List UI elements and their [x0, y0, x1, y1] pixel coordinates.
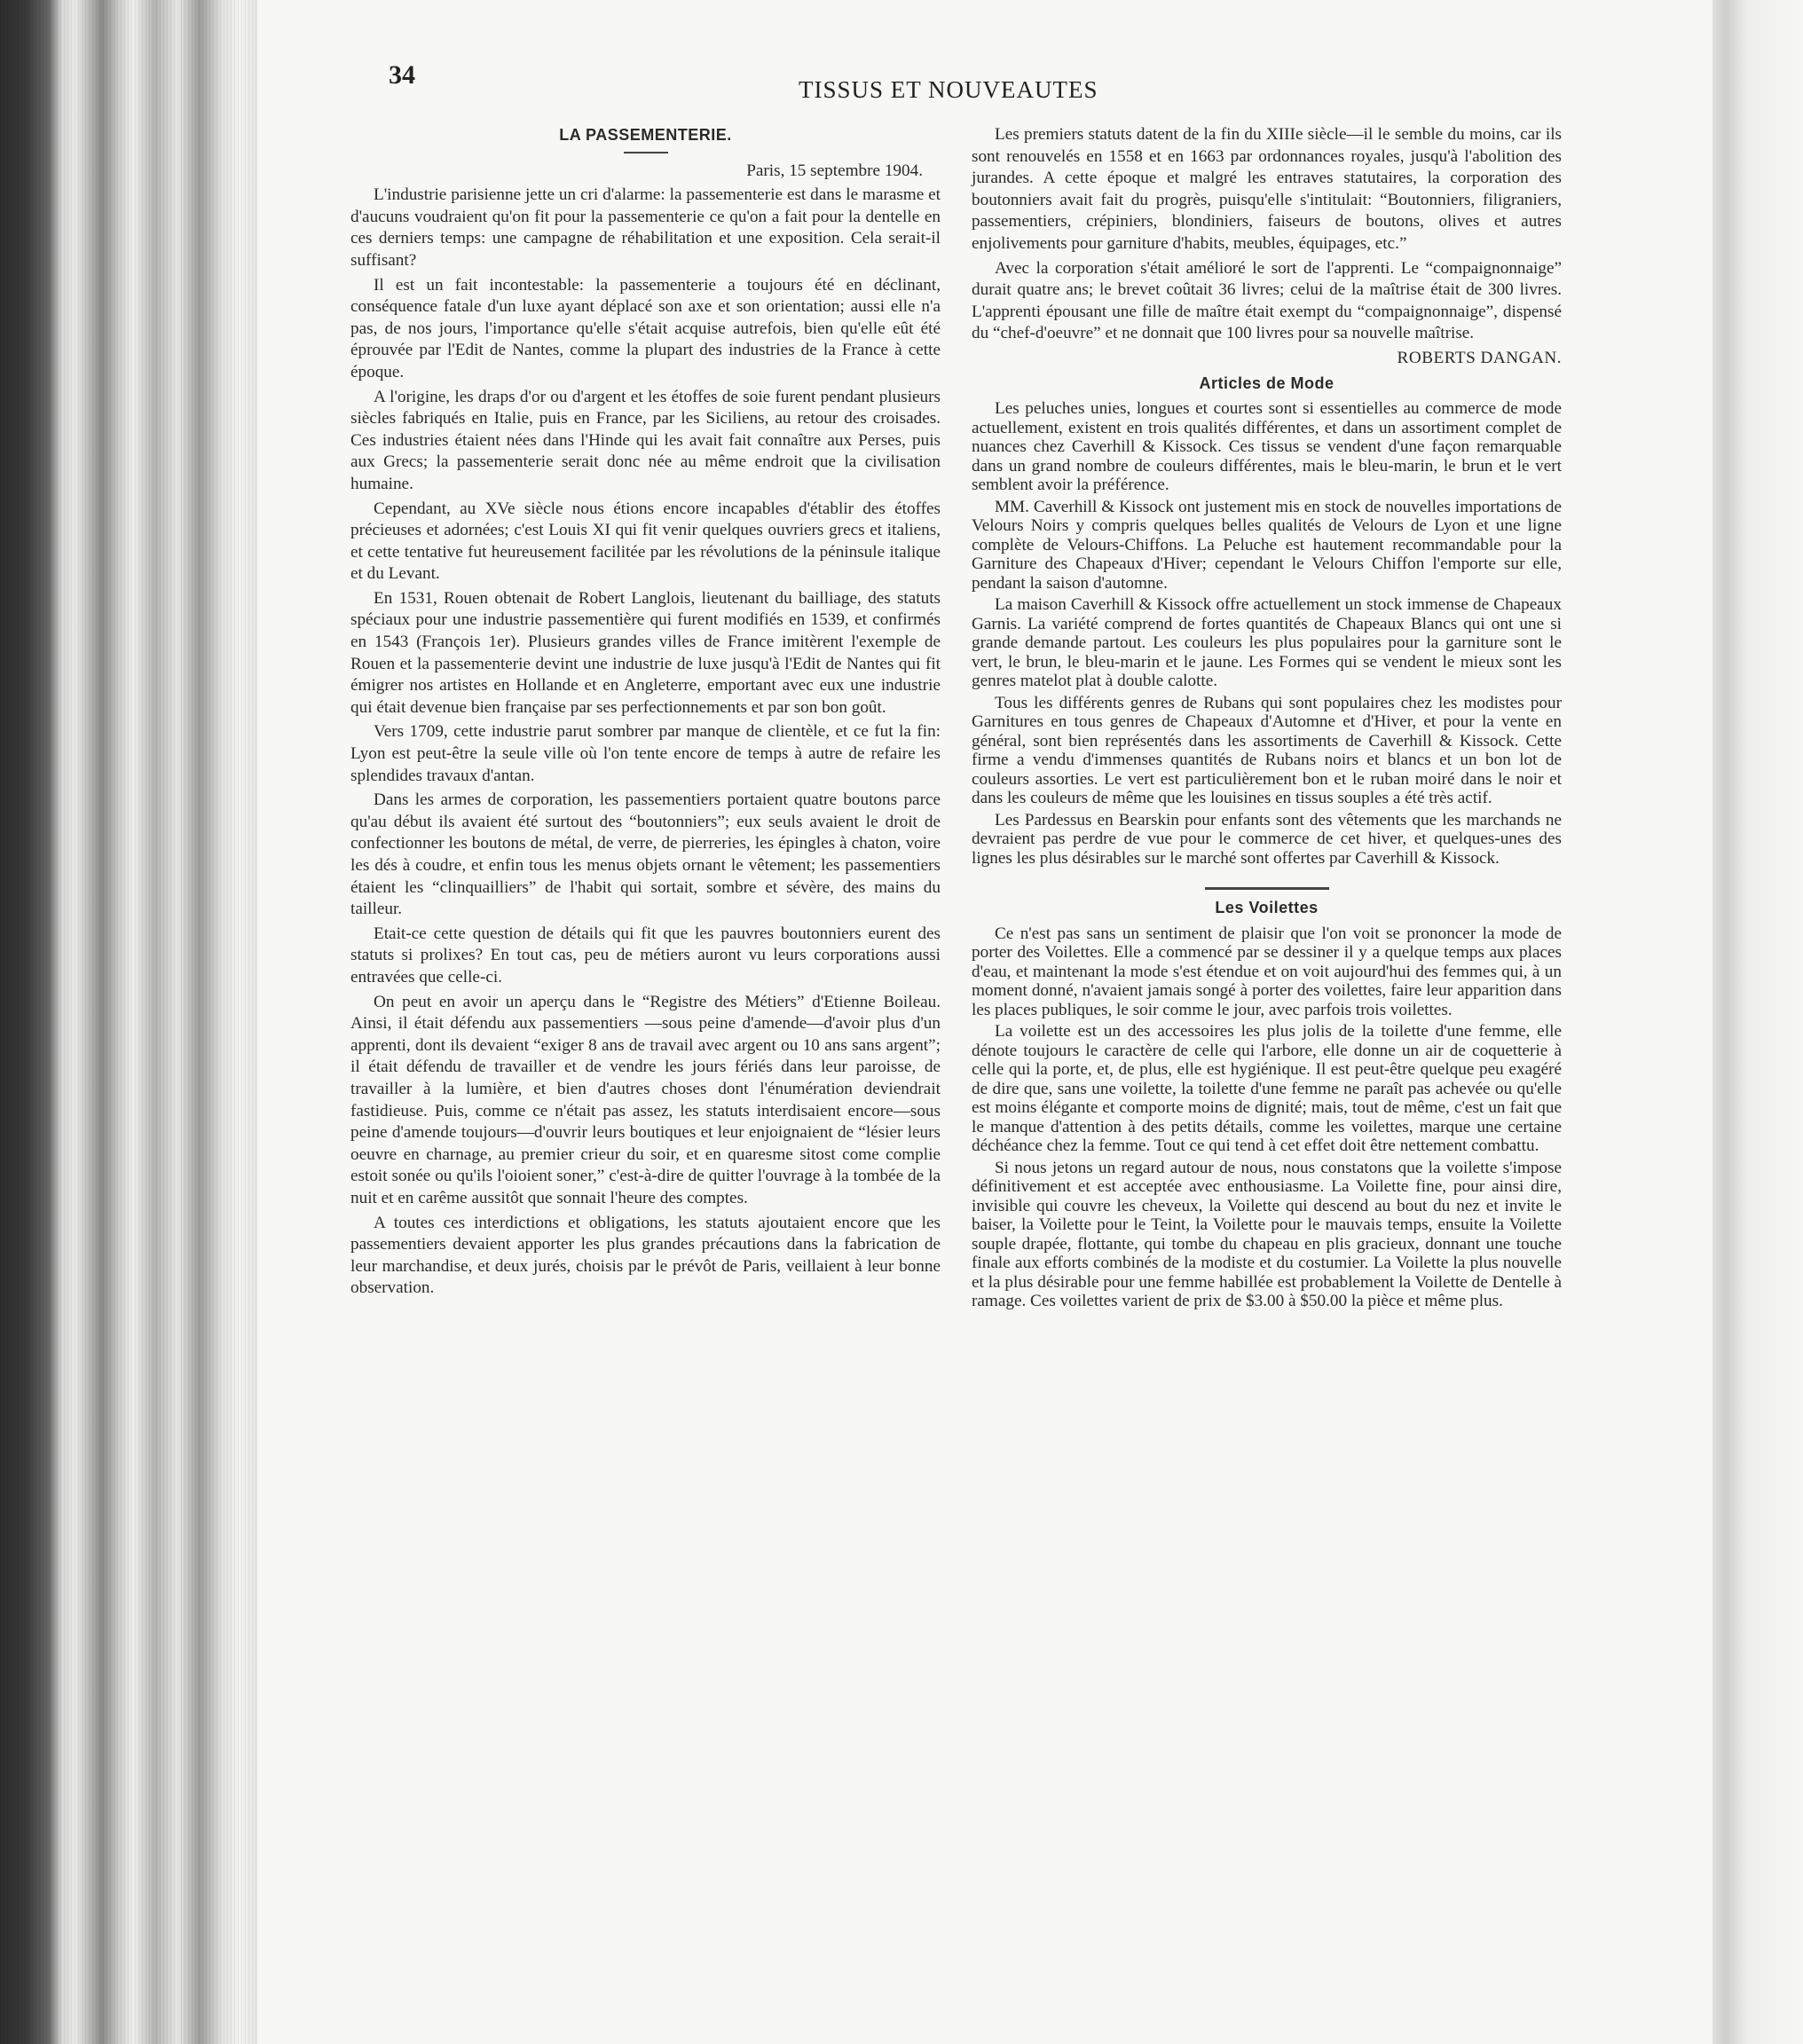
paragraph: Il est un fait incontestable: la passementerie a toujours été en déclinant, conséquence fatale d'un luxe ayant déplacé son axe et son orientation; aussi elle n'a pas, de nos jours, l'importance qu'elle s'était acquise autrefois, bien qu'elle eût été éprouvée par l'Edit de Nantes, comme la plupart des industries de la France à cette époque. — [350, 275, 941, 381]
paragraph: Si nous jetons un regard autour de nous, nous constatons que la voilette s'impose définitivement et est acceptée avec enthousiasme. La Voilette fine, pour ainsi dire, invisible qui couvre les cheveux, la Voilette qui descend au bout du nez et invite le baiser, la Voilette pour le Teint, la Voilette pour le mauvais temps, ensuite la Voilette souple drapée, flottante, qui tombe du chapeau en plis gracieux, donnant une touche finale aux efforts combinés de la modiste et du costumier. La Voilette la plus nouvelle et la plus désirable pour une femme habillée est probablement la Voilette de Dentelle à ramage. Ces voilettes varient de prix de $3.00 à $50.00 la pièce et même plus. — [972, 1158, 1562, 1311]
paragraph: L'industrie parisienne jette un cri d'alarme: la passementerie est dans le marasme et d'aucuns voudraient qu'on fit pour la passementerie ce qu'on a fait pour la dentelle en ces derniers temps: une campagne de réhabilitation et une exposition. Cela serait-il suffisant? — [350, 185, 941, 270]
dateline: Paris, 15 septembre 1904. — [746, 161, 923, 180]
paragraph: En 1531, Rouen obtenait de Robert Langlois, lieutenant du bailliage, des statuts spéciaux pour une industrie passementière qui furent modifiés en 1539, et confirmés en 1543 (François 1er). Plusieurs grandes villes de France imitèrent l'exemple de Rouen et la passementerie devint une industrie de luxe jusqu'à l'Edit de Nantes qui fit émigrer nos artistes en Hollande et en Angleterre, emportant avec eux une industrie qui était devenue bien française par ses perfectionnements et par son bon goût. — [350, 588, 941, 717]
section-rule — [1205, 887, 1329, 890]
title-rule — [624, 152, 668, 153]
left-column — [350, 124, 941, 1302]
paragraph: On peut en avoir un aperçu dans le “Registre des Métiers” d'Etienne Boileau. Ainsi, il était défendu aux passementiers —sous peine d'amende—d'avoir plus d'un apprenti, dont ils devaient “exiger 8 ans de travail avec argent ou 10 ans sans argent”; il était défendu de travailler et de vendre les jours fériés dans leur paroisse, de travailler à la lumière, et bien d'autres choses dont l'énumération deviendrait fastidieuse. Puis, comme ce n'était pas assez, les statuts interdisaient encore—sous peine d'amende toujours—d'ouvrir leurs boutiques et leur enjoignaient de “lésier leurs oeuvre en charnage, au premier crieur du soir, et en quaresme sitost come complie estoit sonée ou qu'ils l'oioient soner,” c'est-à-dire de quitter l'ouvrage à la tombée de la nuit et en carême aussitôt que sonnait l'heure des comptes. — [350, 992, 941, 1207]
running-head: TISSUS ET NOUVEAUTES — [799, 76, 1098, 103]
paragraph: La voilette est un des accessoires les plus jolis de la toilette d'une femme, elle dénote toujours le caractère de celle qui l'arbore, elle donne un air de coquetterie à celle qui la porte, et, de plus, elle est hygiénique. Il est peut-être quelque peu exagéré de dire que, sans une voilette, la toilette d'une femme ne paraît pas achevée ou qu'elle est moins élégante et comporte moins de dignité; mais, tout de même, c'est un fait que le manque d'attention à des petits détails, comme les voilettes, marque une certaine déchéance chez la femme. Tout ce qui tend à cet effet doit être nettement combattu. — [972, 1022, 1562, 1156]
paragraph: Tous les différents genres de Rubans qui sont populaires chez les modistes pour Garnitures en tous genres de Chapeaux d'Automne et d'Hiver, et pour la vente en général, sont bien représentés dans les assortiments de Caverhill & Kissock. Cette firme a vendu d'immenses quantités de Rubans noirs et blancs et un bon lot de couleurs assorties. Le vert est particulièrement bon et le ruban moiré dans le noir et dans les couleurs de même que les louisines en tissus souples a été très actif. — [972, 693, 1562, 808]
right-column — [972, 124, 1562, 1314]
paragraph: Avec la corporation s'était amélioré le sort de l'apprenti. Le “compaignonnaige” durait quatre ans; le brevet coûtait 36 livres; celui de la maîtrise était de 300 livres. L'apprenti épousant une fille de maître était exempt du “compaignonnaige”, dispensé du “chef-d'oeuvre” et ne donnait que 100 livres pour sa nouvelle maîtrise. — [972, 258, 1562, 343]
article-title-les-voilettes: Les Voilettes — [1215, 899, 1319, 917]
paragraph: Dans les armes de corporation, les passementiers portaient quatre boutons parce qu'au début ils avaient été surtout des “boutonniers”; eux seuls avaient le droit de confectionner les boutons de métal, de verre, de pierreries, les épingles à chaton, voire les dés à coudre, et enfin tous les menus objets ornant le vêtement; les passementiers étaient les “clinquailliers” de l'habit qui sortait, sombre et sévère, des mains du tailleur. — [350, 790, 941, 919]
paragraph: Les peluches unies, longues et courtes sont si essentielles au commerce de mode actuellement, existent en trois qualités différentes, et dans un assortiment complet de nuances chez Caverhill & Kissock. Ces tissus se vendent d'une façon remarquable dans un grand nombre de couleurs différentes, mais le bleu-marin, le brun et le vert semblent avoir la préférence. — [972, 399, 1562, 495]
paragraph: MM. Caverhill & Kissock ont justement mis en stock de nouvelles importations de Velours Noirs y compris quelques belles qualités de Velours de Lyon et une ligne complète de Velours-Chiffons. La Peluche est hautement recommandable pour la Garniture des Chapeaux d'Hiver; cependant le Velours Chiffon l'emporte sur elle, pendant la saison d'automne. — [972, 497, 1562, 593]
paragraph: Etait-ce cette question de détails qui fit que les pauvres boutonniers eurent des statuts si prolixes? En tout cas, peu de métiers auront vu leurs corporations aussi entravées que celle-ci. — [350, 924, 941, 987]
book-binding-edge — [0, 0, 257, 2044]
paragraph: Ce n'est pas sans un sentiment de plaisir que l'on voit se prononcer la mode de porter des Voilettes. Elle a commencé par se dessiner il y a quelque temps aux places d'eau, et maintenant la mode s'est étendue et on voit aujourd'hui des femmes qui, à un moment donné, n'avaient jamais songé à porter des voilettes, faire leur apparition dans les places publiques, le soir comme le jour, avec parfois trois voilettes. — [972, 924, 1562, 1019]
paragraph: Les Pardessus en Bearskin pour enfants sont des vêtements que les marchands ne devraient pas perdre de vue pour le commerce de cet hiver, et quelques-unes des lignes les plus désirables sur le marché sont offertes par Caverhill & Kissock. — [972, 810, 1562, 868]
page-right-edge — [1712, 0, 1803, 2044]
paragraph: Les premiers statuts datent de la fin du XIIIe siècle—il le semble du moins, car ils sont renouvelés en 1558 et en 1663 par ordonnances royales, jusqu'à l'abolition des jurandes. A cette époque et malgré les entraves statutaires, la corporation des boutonniers avait fait du progrès, puisqu'elle s'intitulait: “Boutonniers, filigraniers, passementiers, crépiniers, blondiniers, faiseurs de boutons, olives et autres enjolivements pour garniture d'habits, meubles, équipages, etc.” — [972, 125, 1562, 253]
paragraph: A l'origine, les draps d'or ou d'argent et les étoffes de soie furent pendant plusieurs siècles fabriqués en Italie, puis en France, par les Siciliens, au retour des croisades. Ces industries étaient nées dans l'Hinde qui les avait fait connaître aux Perses, puis aux Grecs; la passementerie serait donc née au même endroit que la civilisation humaine. — [350, 387, 941, 493]
page-number: 34 — [389, 60, 415, 90]
article-title-passementerie: LA PASSEMENTERIE. — [559, 126, 732, 144]
paragraph: A toutes ces interdictions et obligations, les statuts ajoutaient encore que les passementiers devaient apporter les plus grandes précautions dans la fabrication de leur marchandise, et deux jurés, choisis par le prévôt de Paris, veillaient à leur bonne observation. — [350, 1213, 941, 1298]
article-signature: ROBERTS DANGAN. — [1397, 348, 1562, 367]
paragraph: Cependant, au XVe siècle nous étions encore incapables d'établir des étoffes précieuses et adornées; c'est Louis XI qui fit venir quelques ouvriers grecs et italiens, et cette tentative fut heureusement facilitée par les révolutions de la péninsule italique et du Levant. — [350, 499, 941, 584]
article-title-articles-de-mode: Articles de Mode — [1199, 373, 1335, 392]
paragraph: La maison Caverhill & Kissock offre actuellement un stock immense de Chapeaux Garnis. La variété comprend de fortes quantités de Chapeaux Blancs qui ont une si grande demande partout. Les couleurs les plus populaires pour la garniture sont le vert, le brun, le bleu-marin et le jaune. Les Formes qui se vendent le mieux sont les genres matelot plat à double calotte. — [972, 595, 1562, 691]
paragraph: Vers 1709, cette industrie parut sombrer par manque de clientèle, et ce fut la fin: Lyon est peut-être la seule ville où l'on tente encore de temps à autre de refaire les splendides travaux d'antan. — [350, 722, 941, 785]
